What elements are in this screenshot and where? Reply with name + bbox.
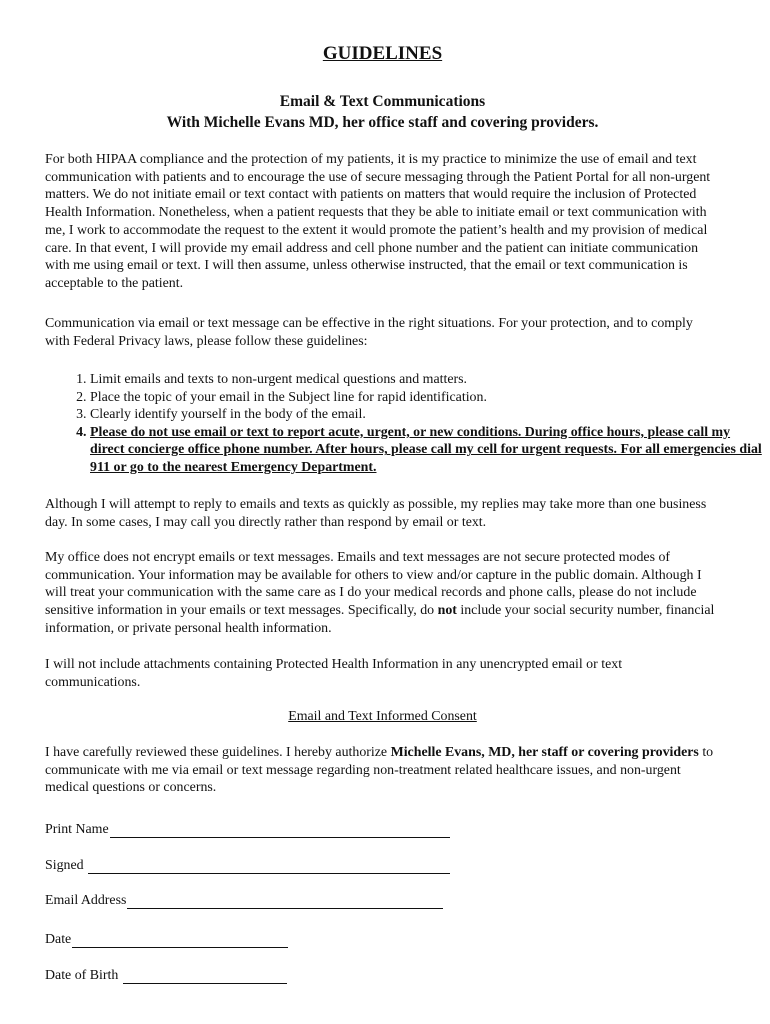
date-of-birth-field	[45, 968, 287, 984]
date-field	[45, 932, 288, 948]
email-address-label: Email Address	[45, 893, 127, 908]
paragraph-attachments: I will not include attachments containing Protected Health Information in any unencrypted email or text communications.	[45, 657, 623, 690]
consent-authorized-parties: Michelle Evans, MD, her staff or covering providers	[390, 745, 699, 760]
guideline-item: 2. Place the topic of your email in the Subject line for rapid identification.	[90, 389, 765, 407]
consent-paragraph	[45, 744, 720, 797]
guidelines-list	[45, 371, 765, 477]
consent-text-end: to communicate with me via email or text message regarding non-treatment related healthcare issues, and non-urgent medical questions or concerns.	[45, 745, 714, 796]
date-label: Date	[45, 932, 72, 947]
print-name-line[interactable]	[110, 823, 450, 838]
signature-line[interactable]	[88, 859, 450, 874]
paragraph-hipaa: For both HIPAA compliance and the protection of my patients, it is my practice to minimize the use of email and text communication with patients and to encourage the use of secure messaging through the Patient Portal for all non-urgent matters. We do not initiate email or text contact with patients on matters that would require the inclusion of Protected Health Information. Nonetheless, when a patient requests that they be able to initiate email or text communication with me, I work to accommodate the request to the extent it would promote the patient’s health and my provision of medical care. In that event, I will provide my email address and cell phone number and the patient can initiate communication with me using email or text. I will then assume, unless otherwise instructed, that the email or text communication is acceptable to the patient.	[45, 152, 711, 291]
subtitle	[45, 91, 720, 133]
date-line[interactable]	[72, 933, 288, 948]
guideline-item: 1. Limit emails and texts to non-urgent medical questions and matters.	[90, 371, 765, 389]
print-name-label: Print Name	[45, 822, 109, 837]
signed-label: Signed	[45, 858, 88, 873]
encryption-emphasis: not	[437, 603, 457, 619]
consent-text: I have carefully reviewed these guidelines. I hereby authorize	[45, 745, 391, 760]
guideline-item: 3. Clearly identify yourself in the body of the email.	[90, 406, 765, 424]
subtitle-line-2: With Michelle Evans MD, her office staff and covering providers.	[166, 114, 599, 131]
print-name-field	[45, 822, 450, 838]
paragraph-encryption	[45, 549, 720, 638]
page-title: GUIDELINES	[322, 43, 443, 64]
encryption-text: My office does not encrypt emails or text messages. Emails and text messages are not secure protected modes of communication. Your information may be available for others to view and/or capture in the public domain. Although I will treat your communication with the same care as I do your medical records and phone calls, please do not include sensitive information in your emails or text messages. Specifically, do	[45, 550, 702, 619]
consent-heading: Email and Text Informed Consent	[288, 709, 477, 724]
paragraph-communication: Communication via email or text message can be effective in the right situations. For your protection, and to comply with Federal Privacy laws, please follow these guidelines:	[45, 316, 693, 349]
paragraph-reply-time: Although I will attempt to reply to emails and texts as quickly as possible, my replies may take more than one business day. In some cases, I may call you directly rather than respond by email or text.	[45, 497, 707, 530]
email-address-line[interactable]	[127, 894, 443, 909]
guideline-item-emergency: 4. Please do not use email or text to report acute, urgent, or new conditions. During office hours, please call my direct concierge office phone number. After hours, please call my cell for urgent requests. For all emergencies dial 911 or go to the nearest Emergency Department.	[90, 424, 765, 477]
signed-field	[45, 858, 450, 874]
encryption-text-end: include your social security number, financial information, or private personal health information.	[45, 603, 715, 636]
date-of-birth-label: Date of Birth	[45, 968, 122, 983]
subtitle-line-1: Email & Text Communications	[279, 93, 486, 110]
email-address-field	[45, 893, 443, 909]
date-of-birth-line[interactable]	[123, 969, 287, 984]
